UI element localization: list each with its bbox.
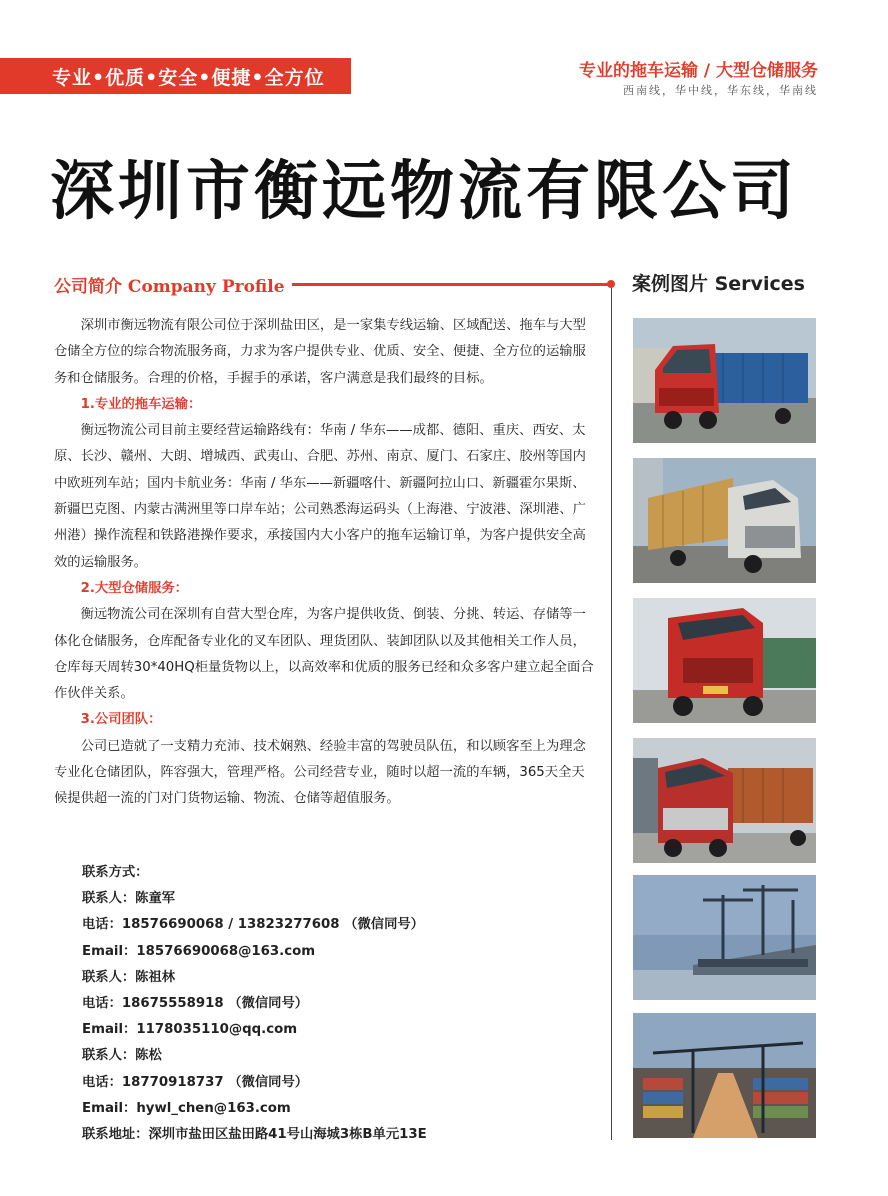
- contact-phone-3: 电话：18770918737 （微信同号）: [82, 1074, 309, 1090]
- contact-address: 联系地址：深圳市盐田区盐田路41号山海城3栋B单元13E: [82, 1127, 427, 1143]
- top-banner: [0, 58, 351, 94]
- intro-paragraph: 深圳市衡远物流有限公司位于深圳盐田区，是一家集专线运输、区域配送、拖车与大型仓储全方位的综合物流服务商，力求为客户提供专业、优质、安全、便捷、全方位的运输服务和仓储服务。合理的价格，手握手的承诺，客户满意是我们最终的目标。: [54, 318, 586, 386]
- cases-heading: 案例图片 Services: [632, 273, 805, 295]
- contact-person-3: 联系人：陈松: [82, 1048, 162, 1064]
- case-photo-truck-2: [633, 458, 816, 583]
- case-photo-truck-1: [633, 318, 816, 443]
- section-2-text: 衡远物流公司在深圳有自营大型仓库，为客户提供收货、倒装、分挑、转运、存储等一体化仓储服务，仓库配备专业化的叉车团队、理货团队、装卸团队以及其他相关工作人员，仓库每天周转30*40HQ柜量货物以上，以高效率和优质的服务已经和众多客户建立起全面合作伙伴关系。: [54, 607, 594, 702]
- contact-phone-1: 电话：18576690068 / 13823277608 （微信同号）: [82, 917, 424, 933]
- contact-email-1: Email：18576690068@163.com: [82, 943, 316, 959]
- case-photo-truck-3: [633, 598, 816, 723]
- contact-person-2: 联系人：陈祖林: [82, 969, 176, 985]
- case-photo-container-yard: [633, 1013, 816, 1138]
- contact-email-3: Email：hywl_chen@163.com: [82, 1100, 291, 1116]
- contact-block: [82, 860, 522, 1148]
- contact-phone-2: 电话：18675558918 （微信同号）: [82, 996, 309, 1012]
- company-profile: [54, 313, 596, 813]
- case-photo-port-cranes: [633, 875, 816, 1000]
- section-2-title: 2.大型仓储服务：: [80, 580, 188, 596]
- banner-text: 专业•优质•安全•便捷•全方位: [52, 67, 325, 89]
- column-divider: [611, 288, 612, 1140]
- profile-title-cn: 公司简介: [54, 277, 122, 297]
- section-1-text: 衡远物流公司目前主要经营运输路线有：华南 / 华东——成都、德阳、重庆、西安、太原、长沙、赣州、大朗、增城西、武夷山、合肥、苏州、南京、厦门、石家庄、胶州等国内中欧班列车站；国内卡航业务：华南 / 华东——新疆喀什、新疆阿拉山口、新疆霍尔果斯、新疆巴克图、内蒙古满洲里等口岸车站；公司熟悉海运码头（上海港、宁波港、深圳港、广州港）操作流程和铁路港操作要求，承接国内大小客户的拖车运输订单，为客户提供安全高效的运输服务。: [54, 423, 586, 570]
- contact-email-2: Email：1178035110@qq.com: [82, 1022, 298, 1038]
- contact-person-1: 联系人：陈童军: [82, 891, 176, 907]
- divider-dot: [607, 280, 615, 288]
- profile-heading: [54, 272, 285, 297]
- section-3-title: 3.公司团队：: [80, 712, 162, 728]
- heading-divider: [292, 283, 612, 286]
- section-1-title: 1.专业的拖车运输：: [80, 396, 202, 412]
- tagline: [579, 56, 818, 98]
- profile-title-en: Company Profile: [127, 277, 285, 297]
- company-name: 深圳市衡远物流有限公司: [50, 155, 798, 229]
- contact-heading: 联系方式：: [82, 865, 149, 880]
- case-photo-truck-4: [633, 738, 816, 863]
- tagline-sub: 西南线，华中线，华东线，华南线: [623, 84, 818, 97]
- tagline-main: 专业的拖车运输 / 大型仓储服务: [578, 61, 818, 81]
- section-3-text: 公司已造就了一支精力充沛、技术娴熟、经验丰富的驾驶员队伍，和以顾客至上为理念专业化仓储团队，阵容强大，管理严格。公司经营专业，随时以超一流的车辆，365天全天候提供超一流的门对门货物运输、物流、仓储等超值服务。: [54, 738, 586, 807]
